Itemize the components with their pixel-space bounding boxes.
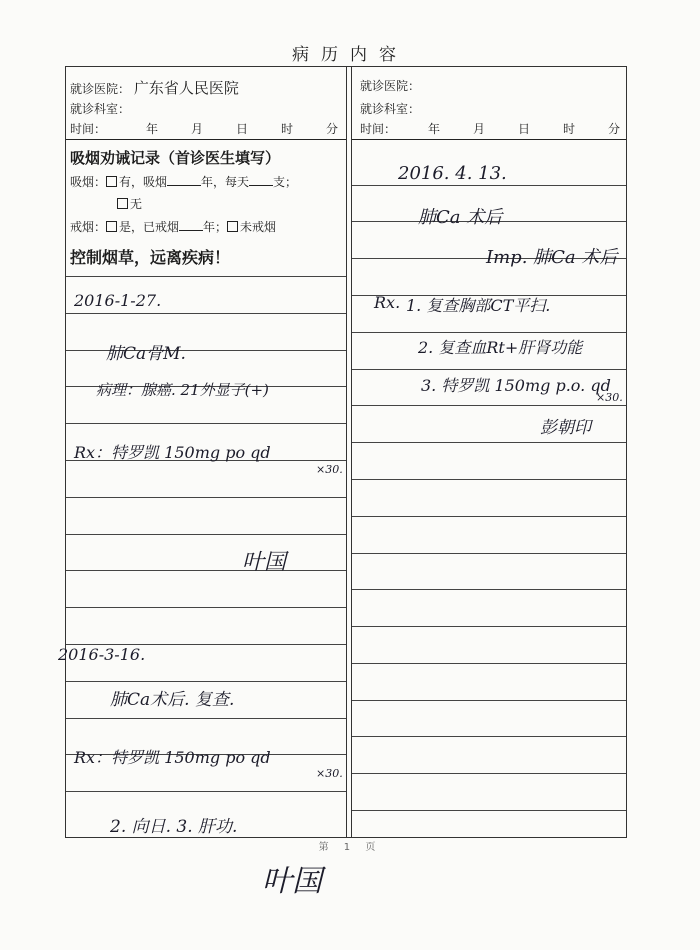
left-time-label: 时间： — [70, 122, 107, 136]
ruled-line — [66, 276, 346, 277]
right-note-impression: Imp. 肺Ca 术后 — [486, 247, 618, 268]
ruled-line — [66, 423, 346, 424]
right-note-date: 2016. 4. 13. — [398, 163, 507, 184]
right-signature: 彭朝印 — [540, 418, 591, 438]
column-divider — [346, 67, 352, 837]
quit-yes-text: 是，已戒烟 — [119, 220, 180, 234]
checkbox-smoke-yes[interactable] — [106, 176, 117, 187]
note-item-2: 2. 向日. 3. 肝功. — [110, 817, 238, 837]
right-rx-prefix: Rx. — [374, 293, 401, 312]
note-rx-2-qty: ×30. — [316, 767, 343, 780]
unit-day: 日 — [518, 122, 531, 136]
ruled-line — [66, 497, 346, 498]
smoke-no-text: 无 — [130, 197, 143, 211]
signature-1: 叶国 — [242, 550, 287, 575]
smoke-count-text: 支； — [273, 175, 298, 189]
smoke-label: 吸烟： — [70, 175, 107, 189]
right-time-units — [428, 120, 620, 137]
right-hospital-label: 就诊医院： — [360, 79, 421, 93]
ruled-line — [66, 534, 346, 535]
ruled-line — [66, 313, 346, 314]
unit-year: 年 — [146, 122, 159, 136]
ruled-line — [352, 369, 626, 370]
note-rx-1: Rx：特罗凯 150mg po qd — [74, 443, 271, 462]
right-header-rule — [352, 139, 626, 140]
unit-day: 日 — [236, 122, 249, 136]
ruled-line — [352, 185, 626, 186]
ruled-line — [352, 516, 626, 517]
ruled-line — [66, 718, 346, 719]
note-diagnosis-1: 肺Ca骨M. — [106, 344, 186, 364]
ruled-line — [66, 681, 346, 682]
left-dept-label: 就诊科室： — [70, 102, 131, 116]
checkbox-quit-yes[interactable] — [106, 221, 117, 232]
left-header-rule — [66, 139, 346, 140]
ruled-line — [66, 791, 346, 792]
quit-no-text: 未戒烟 — [240, 220, 277, 234]
smoking-line — [70, 173, 297, 190]
ruled-line — [352, 479, 626, 480]
right-rx-1: 1. 复查胸部CT平扫. — [406, 296, 551, 315]
right-note-line1: 肺Ca 术后 — [418, 207, 503, 228]
note-rx-1-qty: ×30. — [316, 463, 343, 476]
ruled-line — [352, 663, 626, 664]
note-rx-2: Rx：特罗凯 150mg po qd — [74, 748, 271, 767]
ruled-line — [352, 442, 626, 443]
right-rx-3: 3. 特罗凯 150mg p.o. qd — [421, 376, 611, 395]
smoke-yes-text: 有，吸烟 — [119, 175, 168, 189]
note-diagnosis-2: 肺Ca术后. 复查. — [110, 690, 235, 710]
ruled-line — [352, 589, 626, 590]
ruled-line — [352, 736, 626, 737]
unit-minute: 分 — [326, 122, 339, 136]
right-dept-label: 就诊科室： — [360, 102, 421, 116]
right-rx-2: 2. 复查血Rt+肝肾功能 — [418, 338, 583, 357]
note-pathology-1: 病理：腺癌. 21外显子(+) — [96, 381, 269, 399]
unit-minute: 分 — [608, 122, 621, 136]
ruled-line — [66, 607, 346, 608]
slogan: 控制烟草，远离疾病！ — [70, 248, 231, 267]
hospital-value: 广东省人民医院 — [133, 79, 239, 97]
ruled-line — [352, 700, 626, 701]
smoking-no-line — [117, 195, 142, 212]
page-number: 第 1 页 — [318, 842, 382, 853]
quit-line — [70, 218, 276, 235]
page-title: 病历内容 — [292, 45, 408, 65]
unit-hour: 时 — [281, 122, 294, 136]
quit-label: 戒烟： — [70, 220, 107, 234]
note-date-2: 2016-3-16. — [58, 645, 146, 664]
ruled-line — [352, 773, 626, 774]
ruled-line — [352, 553, 626, 554]
left-hospital-field — [70, 77, 239, 98]
checkbox-smoke-no[interactable] — [117, 198, 128, 209]
hospital-label: 就诊医院： — [70, 82, 131, 96]
unit-month: 月 — [473, 122, 486, 136]
right-time-label: 时间： — [360, 122, 397, 136]
right-rx-3-qty: ×30. — [596, 391, 623, 404]
note-date-1: 2016-1-27. — [74, 291, 162, 310]
ruled-line — [352, 405, 626, 406]
bottom-signature: 叶国 — [262, 864, 322, 899]
unit-month: 月 — [191, 122, 204, 136]
quit-years-text: 年； — [203, 220, 228, 234]
unit-year: 年 — [428, 122, 441, 136]
smoke-years-text: 年，每天 — [201, 175, 250, 189]
smoking-title: 吸烟劝诫记录（首诊医生填写） — [70, 149, 281, 167]
record-form — [58, 66, 627, 838]
ruled-line — [352, 332, 626, 333]
left-time-units — [146, 120, 338, 137]
ruled-line — [352, 626, 626, 627]
ruled-line — [352, 810, 626, 811]
checkbox-quit-no[interactable] — [227, 221, 238, 232]
unit-hour: 时 — [563, 122, 576, 136]
ruled-line — [66, 570, 346, 571]
